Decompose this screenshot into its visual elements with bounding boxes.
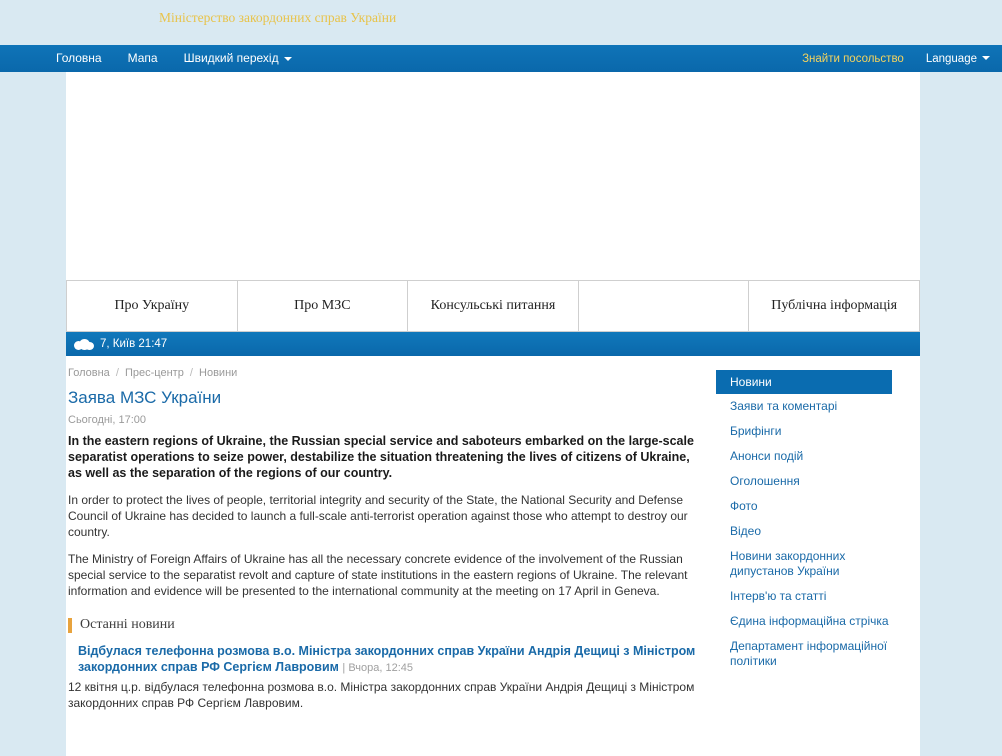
ministry-title: Міністерство закордонних справ України bbox=[159, 10, 397, 25]
news-item-timestamp: | Вчора, 12:45 bbox=[342, 662, 414, 674]
sidebar-item-photo[interactable]: Фото bbox=[730, 499, 758, 513]
sidebar bbox=[716, 356, 920, 711]
news-item-text: 12 квітня ц.р. відбулася телефонна розмова в.о. Міністра закордонних справ України Андрія Дещиці з Міністром закордонних справ РФ Сергієм Лавровим. bbox=[68, 680, 695, 710]
tab-public-information-label: Публічна інформація bbox=[771, 298, 898, 313]
breadcrumb-separator: / bbox=[115, 367, 119, 379]
article-date: Сьогодні, 17:00 bbox=[68, 414, 147, 426]
banner-area bbox=[66, 72, 920, 280]
latest-news-heading-label: Останні новини bbox=[80, 617, 175, 632]
accent-bar bbox=[68, 618, 72, 633]
tab-consular-issues-label: Консульські питання bbox=[430, 298, 556, 313]
breadcrumb-item-home[interactable]: Головна bbox=[68, 367, 110, 379]
sidebar-item-news-active[interactable]: Новини bbox=[716, 370, 892, 394]
tab-about-ukraine-label: Про Україну bbox=[114, 298, 190, 313]
article-paragraph-1: In order to protect the lives of people, territorial integrity and security of the State, the National Security and Defense Council of Ukraine has decided to launch a full-scale anti-terrorist operation against those who attempt to destroy our country. bbox=[68, 493, 688, 539]
chevron-down-icon bbox=[982, 56, 990, 60]
news-item-title[interactable] bbox=[78, 643, 706, 676]
tab-about-mfa-label: Про МЗС bbox=[294, 298, 351, 313]
site-header bbox=[0, 0, 1002, 45]
main-column bbox=[66, 356, 716, 711]
article-paragraph-2: The Ministry of Foreign Affairs of Ukraine has all the necessary concrete evidence of the involvement of the Russian special service to the separatist revolt and capture of state institutions in the eastern regions of Ukraine. The relevant information and evidence will be presented to the international community at the meeting on 17 April in Geneva. bbox=[68, 552, 688, 598]
sidebar-item-interviews-articles[interactable]: Інтерв'ю та статті bbox=[730, 589, 827, 603]
page-body bbox=[66, 356, 920, 711]
breadcrumb-item-news[interactable]: Новини bbox=[199, 367, 238, 379]
language-selector-label: Language bbox=[925, 52, 977, 65]
navbar-left-group bbox=[56, 45, 318, 72]
navbar-right-group bbox=[802, 45, 990, 72]
news-item-link[interactable]: Відбулася телефонна розмова в.о. Міністра закордонних справ України Андрія Дещиці з Міністром закордонних справ РФ Сергієм Лавровим bbox=[78, 644, 696, 674]
nav-item-quick-jump-label: Швидкий перехід bbox=[183, 51, 279, 65]
sidebar-item-event-announcements[interactable]: Анонси подій bbox=[730, 449, 804, 463]
chevron-down-icon bbox=[284, 57, 292, 61]
sidebar-item-information-policy-department[interactable]: Департамент інформаційної політики bbox=[730, 639, 888, 668]
language-selector[interactable] bbox=[926, 53, 990, 65]
sidebar-item-foreign-missions-news[interactable]: Новини закордонних дипустанов України bbox=[730, 549, 846, 578]
breadcrumb bbox=[66, 364, 716, 379]
main-navbar bbox=[0, 45, 1002, 72]
sidebar-item-notices[interactable]: Оголошення bbox=[730, 474, 800, 488]
page-title: Заява МЗС України bbox=[68, 388, 222, 407]
nav-item-home[interactable]: Головна bbox=[56, 51, 102, 65]
news-item-timestamp-value: Вчора, 12:45 bbox=[348, 662, 414, 674]
weather-time-text: 7, Київ 21:47 bbox=[100, 338, 168, 350]
weather-time-strip bbox=[66, 332, 920, 356]
find-embassy-link[interactable]: Знайти посольство bbox=[802, 52, 904, 65]
tab-empty[interactable] bbox=[579, 281, 750, 331]
tab-public-information[interactable] bbox=[749, 281, 920, 331]
latest-news-heading bbox=[68, 617, 716, 633]
sidebar-item-unified-info-feed[interactable]: Єдина інформаційна стрічка bbox=[730, 614, 889, 628]
sidebar-item-briefings[interactable]: Брифінги bbox=[730, 424, 782, 438]
breadcrumb-separator: / bbox=[189, 367, 193, 379]
tab-about-ukraine[interactable] bbox=[66, 281, 238, 331]
tab-consular-issues[interactable] bbox=[408, 281, 579, 331]
content-frame bbox=[66, 72, 920, 756]
cloud-icon bbox=[74, 339, 94, 350]
section-tabs bbox=[66, 280, 920, 332]
list-item bbox=[66, 643, 716, 711]
article-lead: In the eastern regions of Ukraine, the Russian special service and saboteurs embarked on the large-scale separatist operations to seize power, destabilize the situation threatening the lives of citizens of Ukraine, as well as the separation of the regions of our country. bbox=[68, 434, 694, 480]
nav-item-map[interactable]: Мапа bbox=[127, 51, 158, 65]
breadcrumb-item-press-center[interactable]: Прес-центр bbox=[124, 367, 184, 379]
sidebar-item-video[interactable]: Відео bbox=[730, 524, 762, 538]
tab-about-mfa[interactable] bbox=[238, 281, 409, 331]
sidebar-item-statements[interactable]: Заяви та коментарі bbox=[730, 399, 838, 413]
nav-item-quick-jump[interactable] bbox=[184, 45, 306, 72]
